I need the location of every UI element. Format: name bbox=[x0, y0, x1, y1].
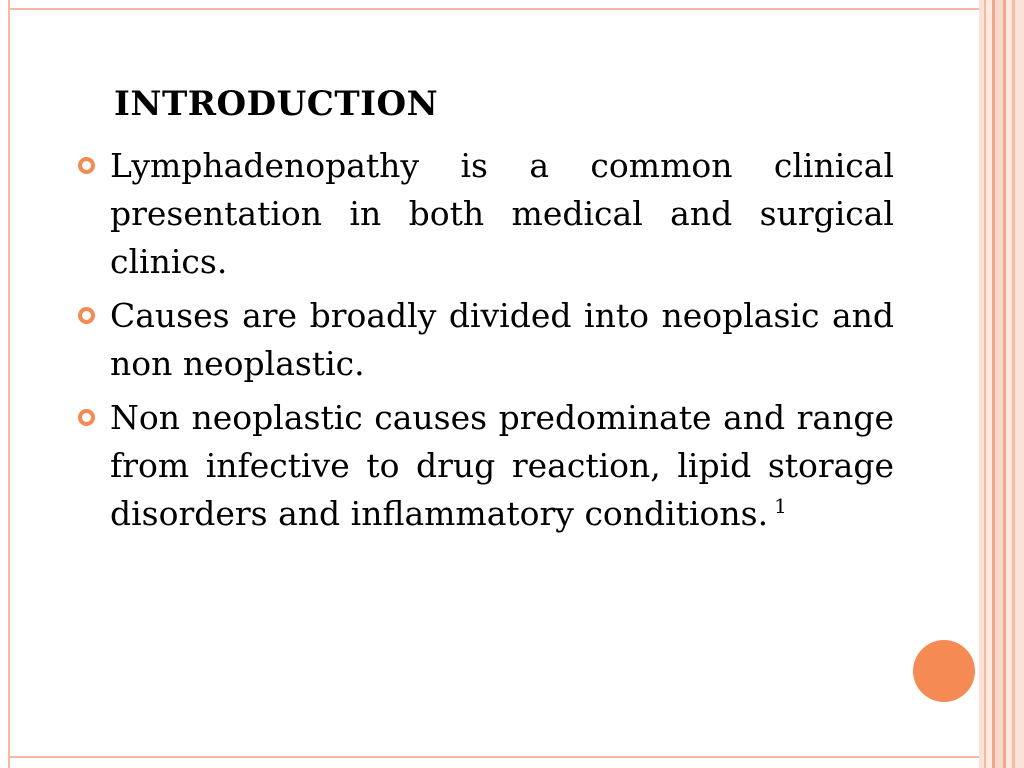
frame-left-border bbox=[8, 0, 10, 768]
bullet-list bbox=[78, 142, 894, 544]
stripe bbox=[995, 0, 1003, 768]
bullet-item bbox=[78, 142, 894, 286]
frame-top-border bbox=[8, 8, 992, 10]
bullet-item bbox=[78, 394, 894, 538]
bullet-text: Lymphadenopathy is a common clinical presentation in both medical and surgical clinics. bbox=[110, 146, 894, 281]
bullet-text: Non neoplastic causes predominate and range from infective to drug reaction, lipid storage disorders and inflammatory conditions. bbox=[110, 398, 894, 533]
orange-circle-decoration bbox=[913, 640, 975, 702]
slide-title: INTRODUCTION bbox=[114, 84, 439, 124]
bullet-ring-icon bbox=[78, 307, 95, 324]
frame-bottom-border bbox=[8, 756, 992, 758]
stripe bbox=[1015, 0, 1024, 768]
bullet-ring-icon bbox=[78, 409, 95, 426]
bullet-item bbox=[78, 292, 894, 388]
reference-superscript: 1 bbox=[774, 494, 787, 518]
bullet-ring-icon bbox=[78, 157, 95, 174]
right-decorative-stripes bbox=[979, 0, 1024, 768]
bullet-text: Causes are broadly divided into neoplasic and non neoplastic. bbox=[110, 296, 894, 383]
